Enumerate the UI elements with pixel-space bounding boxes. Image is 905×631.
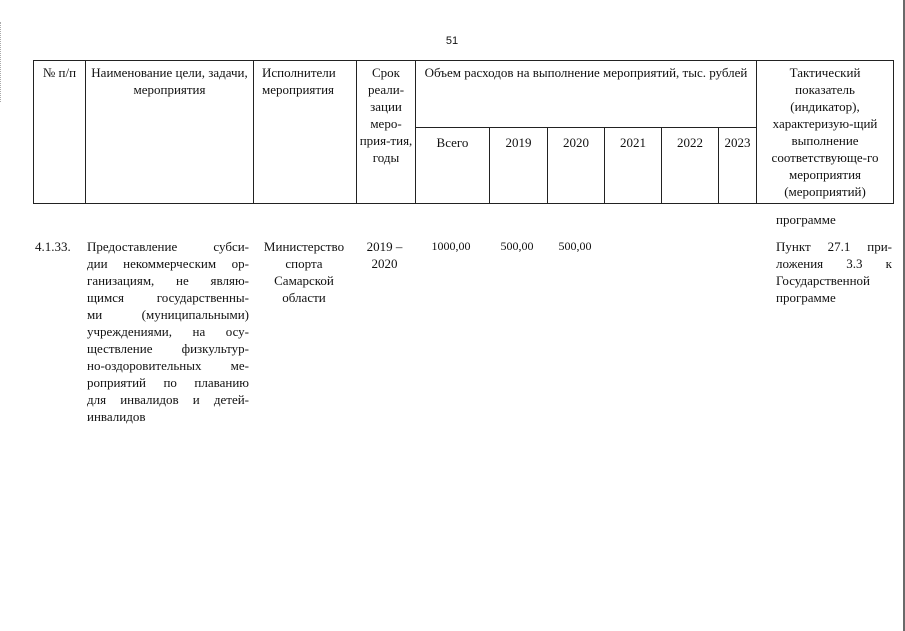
row-name-line: инвалидов [87, 409, 146, 424]
header-year-2020: 2020 [548, 128, 605, 204]
header-executors: Исполнители мероприятия [254, 61, 357, 204]
row-indicator-line: программе [776, 290, 836, 305]
row-name-line: ществление физкультур- [87, 341, 249, 356]
row-total: 1000,00 [431, 239, 471, 253]
row-name-line: но-оздоровительных ме- [87, 358, 249, 373]
carry-over-text: программе [776, 212, 836, 227]
header-year-2023: 2023 [719, 128, 757, 204]
header-year-2019: 2019 [490, 128, 548, 204]
header-year-2021: 2021 [605, 128, 662, 204]
row-value-2019: 500,00 [500, 239, 534, 253]
header-year-2022: 2022 [662, 128, 719, 204]
row-indicator-line: Государственной [776, 273, 871, 288]
table-header [33, 60, 894, 204]
page-number: 51 [445, 35, 459, 47]
row-term: 2019 – 2020 [366, 239, 403, 271]
header-term: Срок реали-зации меро-прия-тия, годы [357, 61, 416, 204]
row-name-line: для инвалидов и детей- [87, 392, 249, 407]
scan-margin-mark [0, 22, 4, 102]
row-value-2020: 500,00 [558, 239, 592, 253]
row-indicator-line: Пункт 27.1 при- [776, 239, 892, 254]
row-name-line: ганизациям, не являю- [87, 273, 249, 288]
row-name-line: Предоставление субси- [87, 239, 249, 254]
row-executor: Министерство спорта Самарской области [263, 239, 345, 305]
header-expenses: Объем расходов на выполнение мероприятий, тыс. рублей [416, 61, 757, 128]
row-name-line: щимся государственны- [87, 290, 249, 305]
row-name-line: ми (муниципальными) [87, 307, 249, 322]
row-name-line: дии некоммерческим ор- [87, 256, 249, 271]
header-total: Всего [416, 128, 490, 204]
row-indicator [776, 238, 892, 306]
row-name [87, 238, 249, 425]
row-indicator-line: ложения 3.3 к [776, 256, 892, 271]
header-indicator: Тактический показатель (индикатор), характеризую-щий выполнение соответствующе-го мероприятия (мероприятий) [757, 61, 894, 204]
row-name-line: роприятий по плаванию [87, 375, 249, 390]
row-name-line: учреждениями, на осу- [87, 324, 249, 339]
row-number: 4.1.33. [35, 239, 71, 254]
header-name: Наименование цели, задачи, мероприятия [86, 61, 254, 204]
header-number: № п/п [34, 61, 86, 204]
